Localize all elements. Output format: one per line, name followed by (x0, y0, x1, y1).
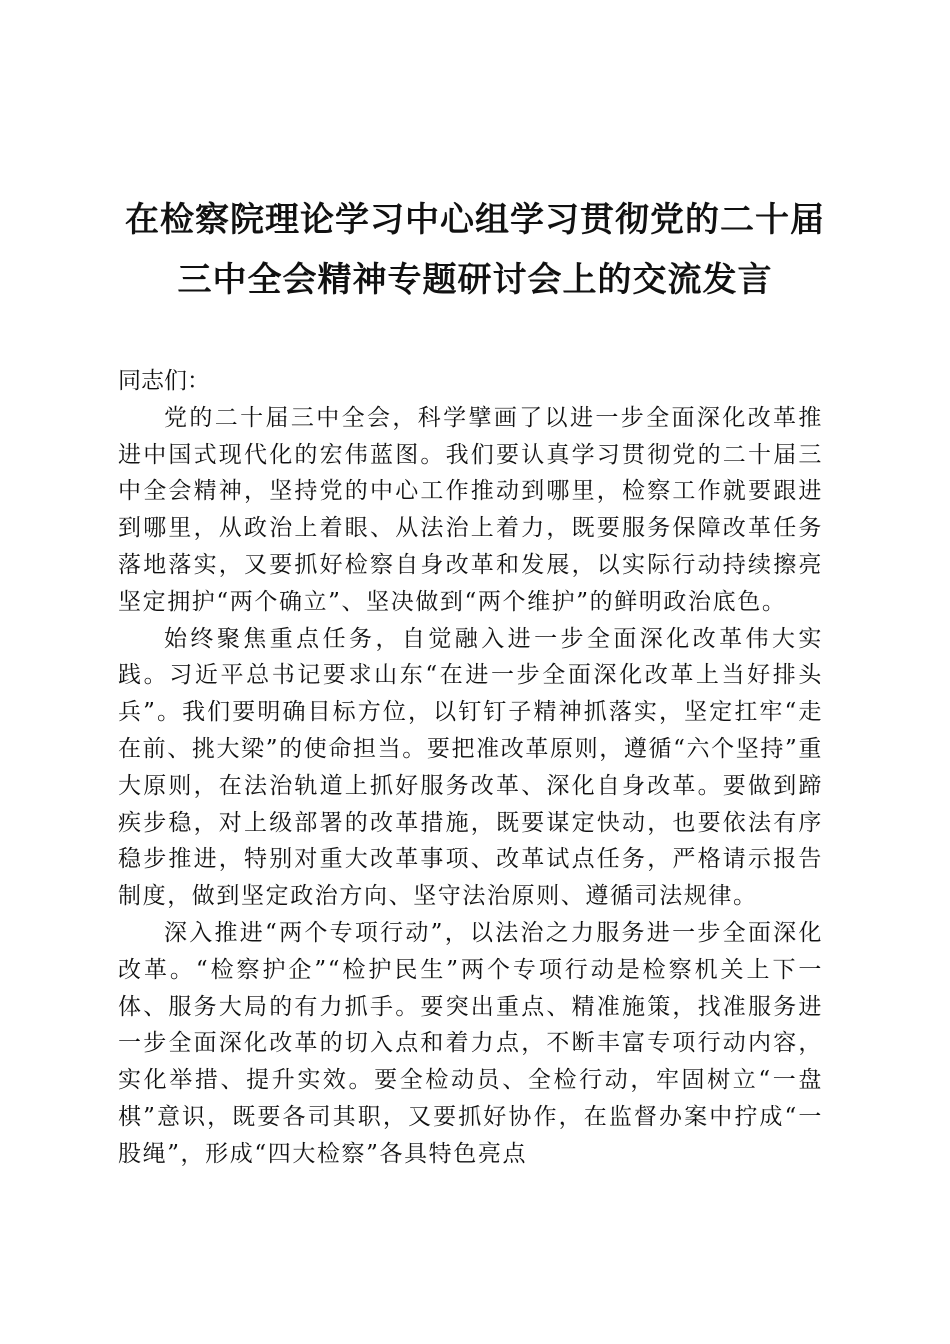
paragraph-2: 始终聚焦重点任务，自觉融入进一步全面深化改革伟大实践。习近平总书记要求山东“在进一步全面深化改革上当好排头兵”。我们要明确目标方位，以钉钉子精神抓落实，坚定扛牢“走在前、挑大梁”的使命担当。要把准改革原则，遵循“六个坚持”重大原则，在法治轨道上抓好服务改革、深化自身改革。要做到蹄疾步稳，对上级部署的改革措施，既要谋定快动，也要依法有序稳步推进，特别对重大改革事项、改革试点任务，严格请示报告制度，做到坚定政治方向、坚守法治原则、遵循司法规律。 (118, 625, 823, 910)
document-body (118, 363, 823, 1173)
paragraph-1: 党的二十届三中全会，科学擘画了以进一步全面深化改革推进中国式现代化的宏伟蓝图。我们要认真学习贯彻党的二十届三中全会精神，坚持党的中心工作推动到哪里，检察工作就要跟进到哪里，从政治上着眼、从法治上着力，既要服务保障改革任务落地落实，又要抓好检察自身改革和发展，以实际行动持续擦亮坚定拥护“两个确立”、坚决做到“两个维护”的鲜明政治底色。 (118, 404, 823, 615)
document-title (100, 190, 850, 310)
salutation: 同志们： (118, 368, 210, 394)
title-line-1: 在检察院理论学习中心组学习贯彻党的二十届 (125, 200, 825, 240)
title-line-2: 三中全会精神专题研讨会上的交流发言 (177, 260, 773, 300)
paragraph-3: 深入推进“两个专项行动”，以法治之力服务进一步全面深化改革。“检察护企”“检护民生”两个专项行动是检察机关上下一体、服务大局的有力抓手。要突出重点、精准施策，找准服务进一步全面深化改革的切入点和着力点，不断丰富专项行动内容，实化举措、提升实效。要全检动员、全检行动，牢固树立“一盘棋”意识，既要各司其职，又要抓好协作，在监督办案中拧成“一股绳”，形成“四大检察”各具特色亮点 (118, 919, 823, 1167)
